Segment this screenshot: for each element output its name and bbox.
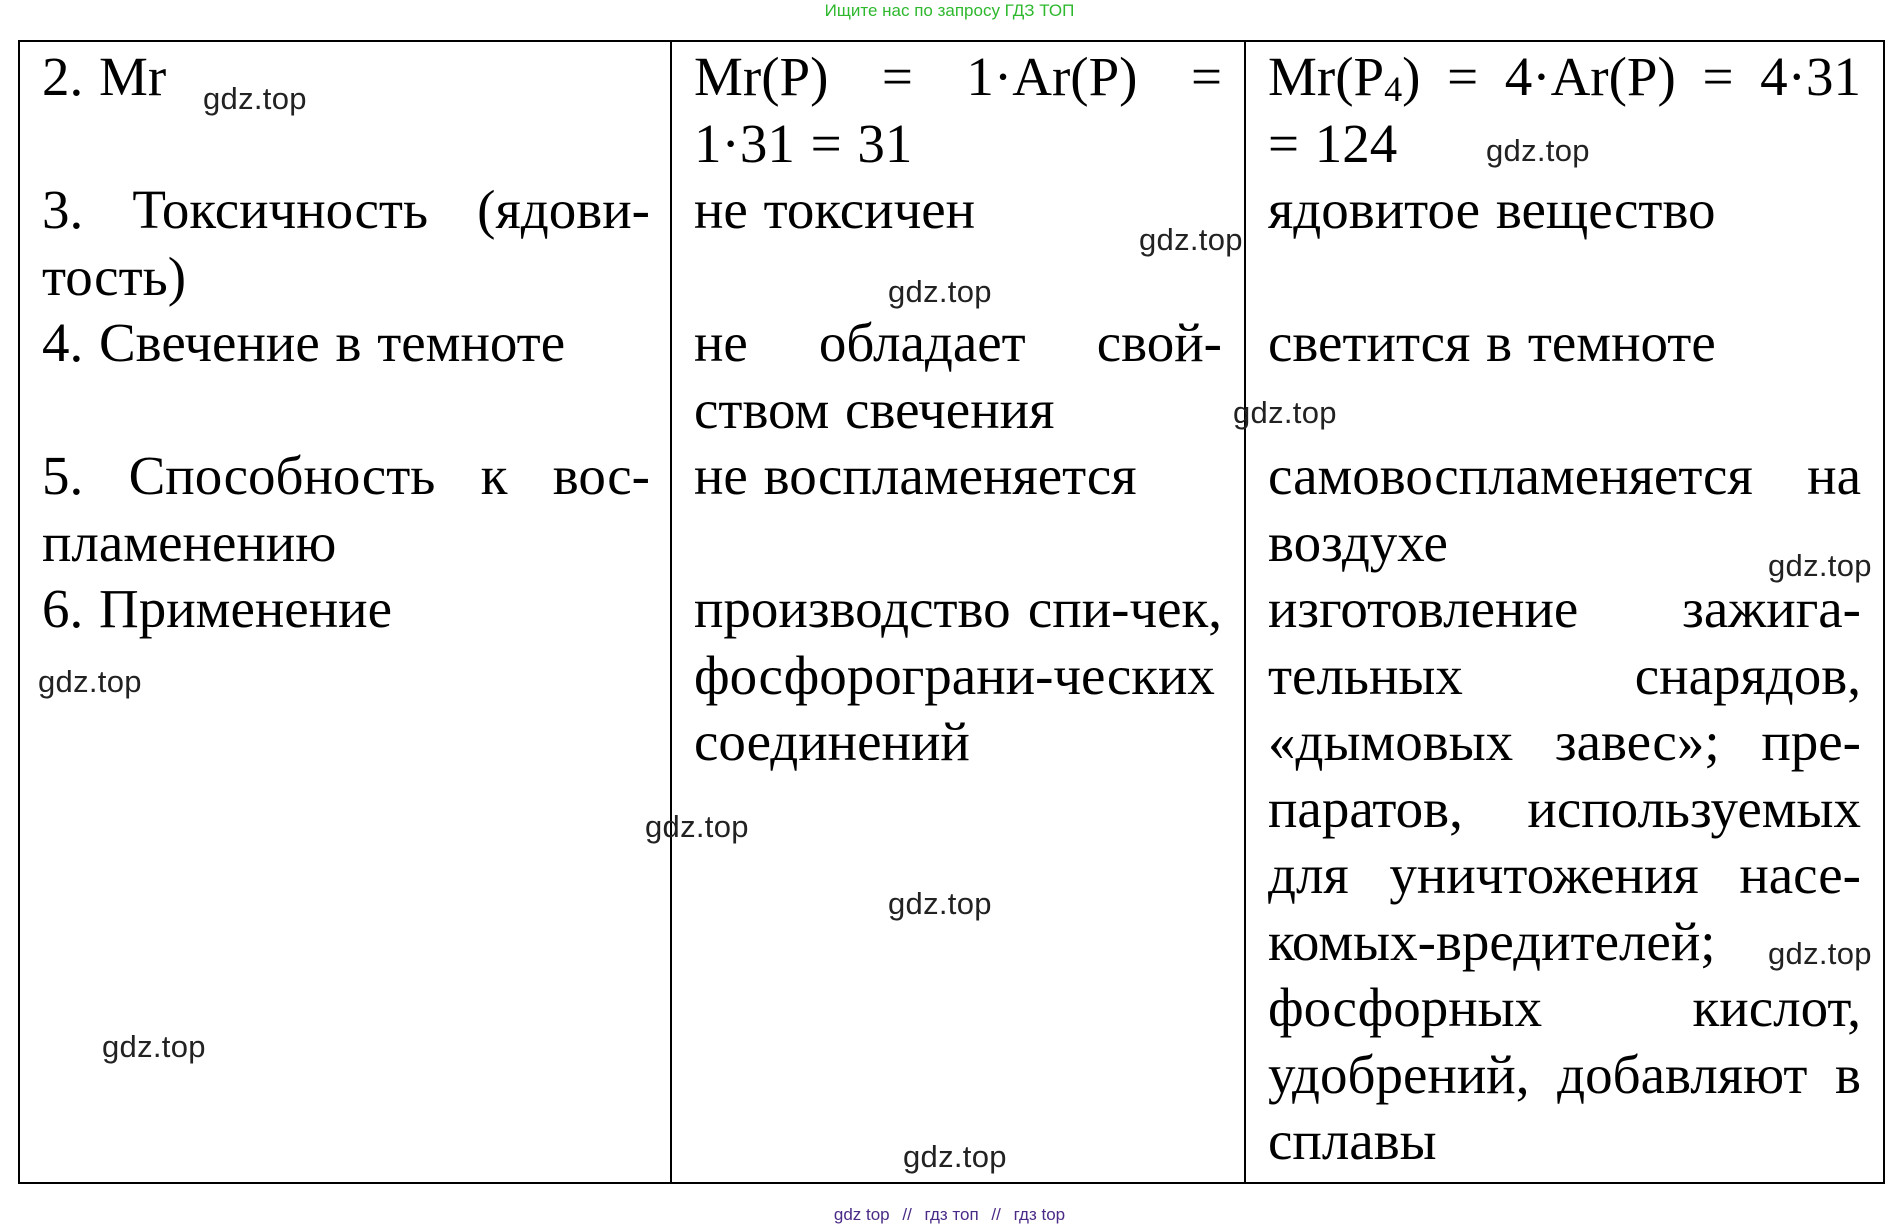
table-cell-white-application: изготовление зажига-тельных снарядов, «дымовых завес»; пре-паратов, используемых для уничтожения насе-комых-вредителей; фосфорных кислот, удобрений, добавляют в сплавы <box>1268 578 1861 1171</box>
watermark: gdz.top <box>1768 548 1872 583</box>
table-cell-property-toxicity: 3. Токсичность (ядови-тость) <box>42 179 650 307</box>
watermark: gdz.top <box>203 81 307 116</box>
watermark: gdz.top <box>888 274 992 309</box>
watermark: gdz.top <box>102 1029 206 1064</box>
watermark: gdz.top <box>1139 222 1243 257</box>
watermark: gdz.top <box>888 886 992 921</box>
table-cell-white-toxicity: ядовитое вещество <box>1268 179 1716 240</box>
watermark: gdz.top <box>1233 395 1337 430</box>
watermark: gdz.top <box>1768 936 1872 971</box>
comparison-table <box>18 40 1885 1184</box>
banner-text: Ищите нас по запросу ГДЗ ТОП <box>824 1 1075 20</box>
watermark: gdz.top <box>1486 133 1590 168</box>
table-column-properties <box>20 42 670 1182</box>
watermark: gdz.top <box>645 809 749 844</box>
footer-link-gdz-top[interactable]: gdz top <box>833 1205 890 1224</box>
table-cell-red-mr: Mr(P) = 1·Ar(P) = 1·31 = 31 <box>694 46 1222 174</box>
formula-subscript: 4 <box>1384 69 1403 109</box>
table-cell-white-ignition: самовоспламеняется на воздухе <box>1268 445 1861 573</box>
footer-link-gdz-top-mixed[interactable]: гдз top <box>1013 1205 1066 1224</box>
table-cell-red-toxicity: не токсичен <box>694 179 976 240</box>
formula-prefix: Mr(P <box>1268 46 1385 107</box>
footer-separator: // <box>991 1205 1001 1224</box>
table-cell-red-application: производство спи-чек, фосфорограни-ческих соединений <box>694 578 1222 772</box>
table-column-red-phosphorus <box>670 42 1244 1182</box>
table-cell-property-ignition: 5. Способность к вос-пламенению <box>42 445 650 573</box>
top-banner <box>0 0 1899 22</box>
footer-separator: // <box>902 1205 912 1224</box>
watermark: gdz.top <box>38 664 142 699</box>
table-cell-property-glow: 4. Свечение в темноте <box>42 312 566 373</box>
table-cell-red-ignition: не воспламеняется <box>694 445 1137 506</box>
table-cell-red-glow: не обладает свой-ством свечения <box>694 312 1222 440</box>
table-cell-property-application: 6. Применение <box>42 578 392 639</box>
table-column-white-phosphorus <box>1244 42 1883 1182</box>
table-cell-property-mr: 2. Mr <box>42 46 167 107</box>
table-cell-white-glow: светится в темноте <box>1268 312 1716 373</box>
footer-link-gdz-top-ru[interactable]: гдз топ <box>924 1205 979 1224</box>
formula-suffix: ) = 4·Ar(P) = 4·31 = 124 <box>1268 46 1861 174</box>
watermark: gdz.top <box>903 1139 1007 1174</box>
footer-links <box>0 1204 1899 1226</box>
